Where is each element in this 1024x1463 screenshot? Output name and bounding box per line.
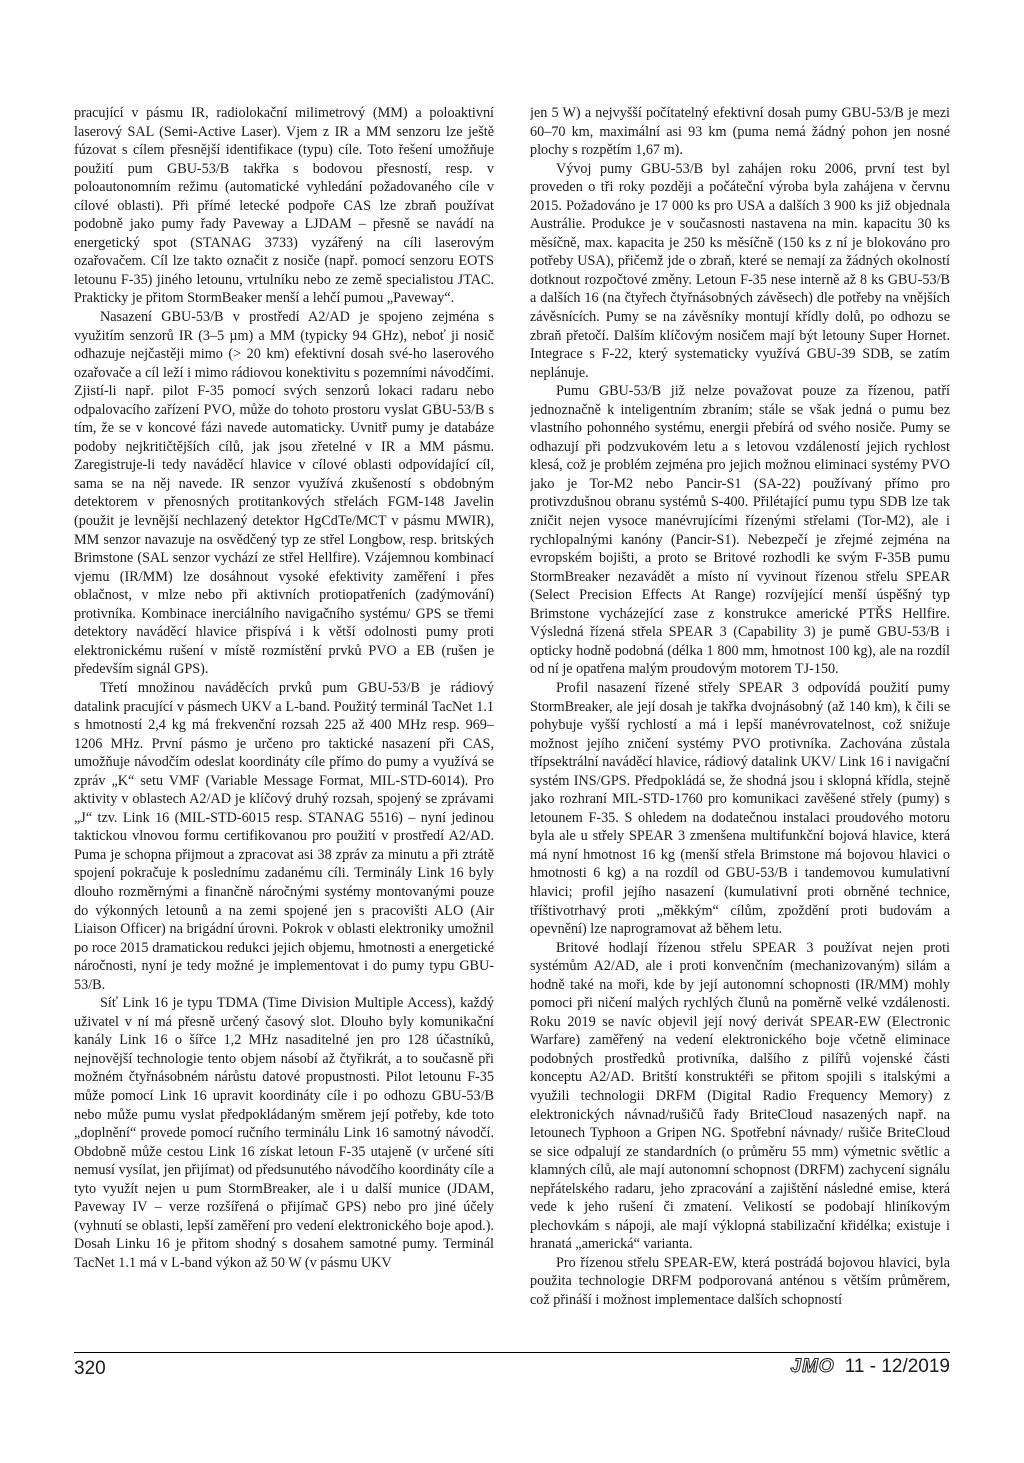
paragraph: pracující v pásmu IR, radiolokační milimetrový (MM) a poloaktivní laserový SAL (Semi-Active Laser). Vjem z IR a MM senzoru lze ještě fúzovat s cílem přesnější identifikace (typu) cíle. Toto řešení umožňuje použití pum GBU-53/B takřka s bodovou přesností, resp. v poloautonomním režimu (automatické vyhledání požadovaného cíle v cílové oblasti). Při přímé letecké podpoře CAS lze zbraň používat podobně jako pumy řady Paveway a LJDAM – přesně se navádí na energetický spot (STANAG 3733) vyzářený na cíli laserovým ozařovačem. Cíl lze takto označit z nosiče (např. pomocí senzoru EOTS letounu F-35) jiného letounu, vrtulníku nebo ze země specialistou JTAC. Prakticky je přitom StormBeaker menší a lehčí pumou „Paveway“. <box>74 105 494 307</box>
text-column-right <box>530 104 950 1334</box>
footer-issue-block <box>791 1356 950 1378</box>
paragraph: jen 5 W) a nejvyšší počítatelný efektivní dosah pumy GBU-53/B je mezi 60–70 km, maximální asi 93 km (puma nemá žádný pohon jen nosné plochy s rozpětím 1,67 m). <box>530 105 950 159</box>
paragraph: Třetí množinou naváděcích prvků pum GBU-53/B je rádiový datalink pracující v pásmech UKV a L-band. Použitý terminál TacNet 1.1 s hmotností 2,4 kg má frekvenční rozsah 225 až 400 MHz resp. 969–1206 MHz. První pásmo je určeno pro taktické nasazení při CAS, umožňuje návodčím odeslat koordináty cíle přímo do pumy a využívá se zpráv „K“ setu VMF (Variable Message Format, MIL-STD-6014). Pro aktivity v oblastech A2/AD je klíčový druhý rozsah, spojený se zprávami „J“ tzv. Link 16 (MIL-STD-6015 resp. STANAG 5516) – nyní jedinou taktickou vlnovou formu certifikovanou pro použití v prostředí A2/AD. Puma je schopna přijmout a zpracovat asi 38 zpráv za minutu a při ztrátě spojení pokračuje k poslednímu zadanému cíli. Terminály Link 16 byly dlouho rozměrnými a finančně náročnými systémy montovanými pouze do výkonných letounů a na zemi spojené jen s pracovišti ALO (Air Liaison Officer) na brigádní úrovni. Pokrok v oblasti elektroniky umožnil po roce 2015 dramatickou redukci jejich objemu, hmotnosti a energetické náročnosti, nyní je tedy možné je implementovat i do pumy typu GBU-53/B. <box>74 679 494 993</box>
paragraph: Profil nasazení řízené střely SPEAR 3 odpovídá použití pumy StormBreaker, ale její dosah je takřka dvojnásobný (až 140 km), k čili se pohybuje vyšší rychlostí a má i lepší manévrovatelnost, což snižuje možnost jejího zničení systémy PVO protivníka. Zachována zůstala třípsektrální naváděcí hlavice, rádiový datalink UKV/ Link 16 i navigační systém INS/GPS. Předpokládá se, že shodná jsou i sklopná křídla, stejně jako rozhraní MIL-STD-1760 pro komunikaci zavěšené střely (pumy) s letounem F-35. S ohledem na dodatečnou instalaci proudového motoru byla ale u střely SPEAR 3 zmenšena multifunkční bojová hlavice, která má nyní hmotnost 16 kg (menší střela Brimstone má bojovou hlavici o hmotnosti 6 kg) a na rozdíl od GBU-53/B i tandemovou kumulativní hlavici; profil jejího nasazení (kumulativní proti obrněné technice, tříštivotrhavý proti „měkkým“ cílům, zpoždění proti budovám a opevnění) lze naprogramovat až během letu. <box>530 679 950 938</box>
paragraph: Pro řízenou střelu SPEAR-EW, která postrádá bojovou hlavici, byla použita technologie DRFM podporovaná anténou s větším průměrem, což přináší i možnost implementace dalších schopností <box>530 1254 950 1308</box>
text-column-left <box>74 104 494 1334</box>
footer-divider <box>74 1352 950 1353</box>
paragraph: Vývoj pumy GBU-53/B byl zahájen roku 2006, první test byl proveden o tři roky později a počáteční výroba byla zahájena v červnu 2015. Požadováno je 17 000 ks pro USA a dalších 3 900 ks již objednala Austrálie. Produkce je v současnosti nastavena na min. kapacitu 30 ks měsíčně, max. kapacita je 250 ks měsíčně (150 ks z ní je blokováno pro potřeby USA), přičemž jde o zbraň, které se nemají za žádných okolností dotknout rozpočtové změny. Letoun F-35 nese interně až 8 ks GBU-53/B a dalších 16 (na čtyřech čtyřnásobných závěsech) dle potřeby na vnějších závěsnících. Pumy se na závěsníky montují křídly dolů, po odhozu se zbraň přetočí. Dalším klíčovým nosičem mají být letouny Super Hornet. Integrace s F-22, který systematicky využívá GBU-39 SDB, se zatím neplánuje. <box>530 160 950 381</box>
paragraph: Síť Link 16 je typu TDMA (Time Division Multiple Access), každý uživatel v ní má přesně určený časový slot. Dlouho byly komunikační kanály Link 16 o šířce 1,2 MHz nasaditelné jen pro 128 účastníků, nejnovější technologie tento objem násobí až čtyřikrát, a to současně při možném čtyřnásobném nárůstu datové propustnosti. Pilot letounu F-35 může pomocí Link 16 upravit koordináty cíle i po odhozu GBU-53/B nebo může pumu vyslat předpokládaným směrem její potřeby, kde toto „doplnění“ provede pomocí ručního terminálu Link 16 samotný návodčí. Obdobně může cestou Link 16 získat letoun F-35 utajeně (v určené síti nemusí vysílat, jen přijímat) od předsunutého návodčího koordináty cíle a tyto využít nejen u pum StormBreaker, ale i u další munice (JDAM, Paveway IV – verze rozšířená o přijímač GPS) nebo pro jiné účely (vyhnutí se oblasti, lepší zaměření pro vedení elektronického boje apod.). Dosah Linku 16 je přitom shodný s dosahem samotné pumy. Terminál TacNet 1.1 má v L-band výkon až 50 W (v pásmu UKV <box>74 995 494 1271</box>
page-number: 320 <box>74 1358 106 1379</box>
paragraph: Britové hodlají řízenou střelu SPEAR 3 používat nejen proti systémům A2/AD, ale i proti konvenčním (mechanizovaným) silám a hodně také na moři, kde by její autonomní schopnosti (IR/MM) mohly pomoci při ničení malých rychlých člunů na poměrně velké vzdálenosti. Roku 2019 se navíc objevil její nový derivát SPEAR-EW (Electronic Warfare) zaměřený na vedení elektronického boje včetně eliminace podobných prostředků protivníka, dalšího z pilířů vojenské části konceptu A2/AD. Britští konstruktéři se přitom spojili s italskými a využili technologii DRFM (Digital Radio Frequency Memory) z elektronických návnad/rušičů řady BriteCloud nasazených např. na letounech Typhoon a Gripen NG. Spotřební návnady/ rušiče BriteCloud se sice odpalují ze standardních (o průměru 55 mm) výmetnic světlic a klamných cílů, ale mají autonomní schopnost (DRFM) zachycení signálu nepřátelského radaru, jeho zpracování a zajištění následné emise, která vede k jeho rušení či zmatení. Velikostí se podobají hliníkovým plechovkám s nápoji, ale mají výklopná stabilizační křidélka; existuje i hranatá „americká“ varianta. <box>530 939 950 1253</box>
magazine-logo: JMO <box>790 1356 835 1377</box>
issue-number: 11 - 12/2019 <box>844 1356 950 1377</box>
paragraph: Nasazení GBU-53/B v prostředí A2/AD je spojeno zejména s využitím senzorů IR (3–5 µm) a MM (typicky 94 GHz), neboť ji nosič odhazuje nejčastěji mimo (> 20 km) efektivní dosah své-ho laserového ozařovače a cíl leží i mimo rádiovou konektivitu s pozemními návodčími. Zjistí-li např. pilot F-35 pomocí svých senzorů lokaci radaru nebo odpalovacího zařízení PVO, může do tohoto prostoru vyslat GBU-53/B s tím, že se v koncové fázi navede automaticky. Uvnitř pumy je databáze podoby nejkritičtějších cílů, jak jsou zřetelné v IR a MM pásmu. Zaregistruje-li tedy naváděcí hlavice v cílové oblasti odpovídající cíl, sama se na něj navede. IR senzor využívá zkušeností s obdobným detektorem v přenosných protitankových střelách FGM-148 Javelin (použit je levnější nechlazený detektor HgCdTe/MCT v pásmu MWIR), MM senzor navazuje na osvědčený typ ze střel Longbow, resp. britských Brimstone (SAL senzor vychází ze střel Hellfire). Vzájemnou kombinací vjemu (IR/MM) lze dosáhnout vysoké efektivity zaměření i přes oblačnost, v mlze nebo při aktivních protiopatřeních (zadýmování) protivníka. Kombinace inerciálního navigačního systému/ GPS se třemi detektory naváděcí hlavice přispívá i k větší odolnosti pumy proti elektronickému rušení v místě rozmístění prvků PVO a EB (rušen je především signál GPS). <box>74 309 494 678</box>
paragraph: Pumu GBU-53/B již nelze považovat pouze za řízenou, patří jednoznačně k inteligentním zbraním; stále se však jedná o pumu bez vlastního pohonného systému, energii přebírá od svého nosiče. Pumy se odhazují při podzvukovém letu a s letovou vzdáleností jejich rychlost klesá, což je problém zejména pro jejich možnou eliminaci systémy PVO jako je Tor-M2 nebo Pancir-S1 (SA-22) používaný přímo pro protivzdušnou obranu systémů S-400. Přilétající pumu typu SDB lze tak zničit nejen vysoce manévrujícími řízenými střelami (Tor-M2), ale i rychlopalnými kanóny (Pancir-S1). Nebezpečí je zřejmé zejména na evropském bojišti, a proto se Britové rozhodli ke svým F-35B pumu StormBreaker nezavádět a místo ní vyvinout řízenou střelu SPEAR (Select Precision Effects At Range) rozvíjející menší úspěšný typ Brimstone vycházející zase z konstrukce americké PTŘS Hellfire. Výsledná řízená střela SPEAR 3 (Capability 3) je pumě GBU-53/B i opticky hodně podobná (délka 1 800 mm, hmotnost 100 kg), ale na rozdíl od ní je opatřena malým proudovým motorem TJ-150. <box>530 383 950 678</box>
